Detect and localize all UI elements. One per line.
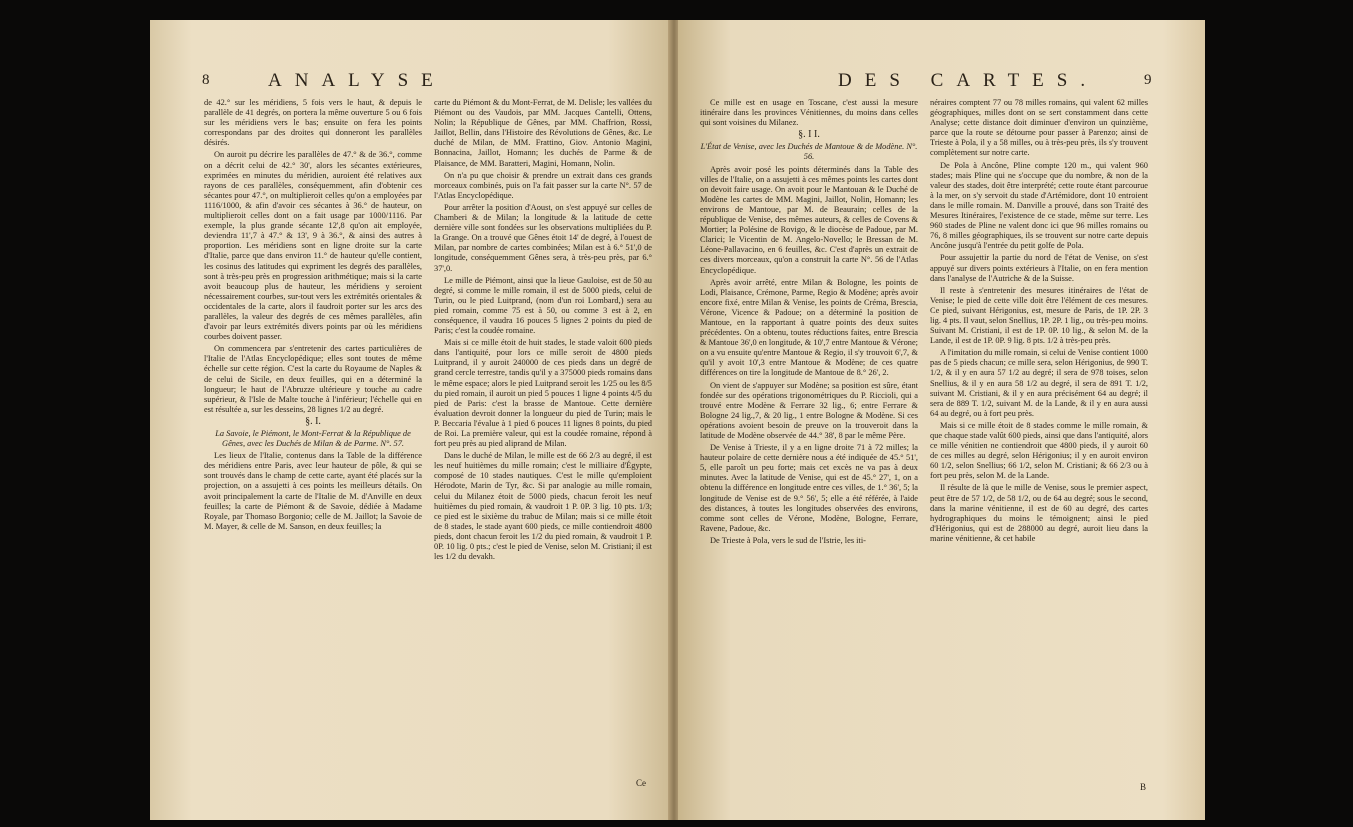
right-column-2 [930,98,1148,546]
paragraph: A l'imitation du mille romain, si celui de Venise contient 1000 pas de 5 pieds chacun; ce mille sera, selon Hérigonius, de 990 T. 1/2, & il y en aura 57 1/2 au degré; il sera de 978 toises, selon Snellius, & il y en aura 58 1/2 au degré, il sera de 891 T. 1/2, suivant M. Cristiani, & il y en aura précisément 64 au degré; il sera de 889 T. 1/2, suivant M. de la Lande, & il y en aura aussi 64 au degré, ou à fort peu près. [930,348,1148,418]
section-heading: §. I I. [798,129,820,141]
paragraph: On n'a pu que choisir & prendre un extrait dans ces grands morceaux combinés, puis on l'a fait passer sur la carte N°. 57 de l'Atlas Encyclopédique. [434,170,652,200]
paragraph: de 42.° sur les méridiens, 5 fois vers le haut, & depuis le parallèle de 41 degrés, on portera la même ouverture 5 ou 6 fois sur les méridiens vers le bas; ensuite on fera les points correspondans par des droites qui donneront les parallèles désirés. [204,98,422,148]
paragraph: Après avoir posé les points déterminés dans la Table des villes de l'Italie, on a assujetti à ces mêmes points les cartes dont on devoit faire usage. On avoit pour le Mantouan & le Duché de Modène les cartes de MM. Magini, Jaillot, Nolin, Homann; les environs de Mantoue, par M. de Beaurain; celles de la république de Venise, des mêmes auteurs, & celles de Covens & Mortier; la Polésine de Rovigo, & le diocèse de Padoue, par M. Clarici; le Vicentin de M. Angelo-Novello; le Bressan de M. Léone-Pallavacino, en 6 feuilles, &c. C'est d'après un extrait de ces divers morceaux, qu'on a construit la carte N°. 56 de l'Atlas Encyclopédique. [700,164,918,275]
section-title: L'État de Venise, avec les Duchés de Mantoue & de Modène. N°. 56. [700,142,918,162]
section-heading: §. I. [305,415,321,427]
page-number-left: 8 [202,72,210,88]
paragraph: Après avoir arrêté, entre Milan & Bologne, les points de Lodi, Plaisance, Crémone, Parme, Regio & Modène; après avoir encore fixé, entre Milan & Venise, les points de Créma, Brescia, Vérone, Vicence & Padoue; on a déterminé la position de Mantoue, en la rapportant à quatre points des deux suites précédentes. On a obtenu, toutes réductions faites, entre Brescia & Mantoue 36',0 en longitude, & 10',7 entre Mantoue & Vérone; on a vu ensuite qu'entre Mantoue & Regio, il s'y trouvoit 6',7, & qu'il y avoit 10',3 entre Mantoue & Modène; de ces quatre différences on tire la longitude de Mantoue de 8.° 26', 2. [700,277,918,378]
left-column-2 [434,98,652,564]
catchword: Ce [636,778,646,788]
right-page [678,20,1205,820]
book-spread [150,20,1205,820]
paragraph: Les lieux de l'Italie, contenus dans la Table de la différence des méridiens entre Paris, avec leur hauteur de pôle, & qui se sont trouvés dans le champ de cette carte, ayant été placés sur la projection, on a assujetti à ces points les meilleurs détails. On avoit principalement la carte de l'Italie de M. d'Anville en deux feuilles; la carte de Piémont & de Savoie, dédiée à Madame Royale, par Thomaso Borgonio; celle de M. Jaillot; la Savoie de M. Mayer, & celle de M. Sanson, en deux feuilles; la [204,451,422,531]
running-head-left: ANALYSE [268,70,446,91]
paragraph: Pour arrêter la position d'Aoust, on s'est appuyé sur celles de Chamberi & de Milan; la longitude & la latitude de cette dernière ville sont fondées sur les observations multipliées du P. la Grange. On a trouvé que Gênes étoit 14' de degré, à l'ouest de Milan, par nombre de cartes combinées; Milan est à 6.° 51',0 de longitude, conséquemment Gênes sera, à très-peu près, par 6.° 37',0. [434,202,652,273]
paragraph: Mais si ce mille étoit de 8 stades comme le mille romain, & que chaque stade valût 600 pieds, ainsi que dans l'antiquité, alors ce mille vénitien ne contiendroit que 4800 pieds, il y auroit 60 de ces milles au degré, selon Hérigonius; il y en auroit environ 60 1/2, selon Snellius; 66 1/2, selon M. Cristiani; & 66 2/3 ou à fort peu près, selon M. de la Lande. [930,420,1148,481]
paragraph: On auroit pu décrire les parallèles de 47.° & de 36.°, comme on a décrit celui de 42.° 30', alors les sécantes extérieures, exprimées en minutes du méridien, auroient été relatives aux rayons de ces parallèles, conséquemment, afin d'obtenir ces sécantes pour 47.°, on multiplieroit celles qu'on a employées par 1116/1000, & afin d'avoir ces sécantes à 36.° de hauteur, on multiplieroit celles dont on a fait usage par 1000/1116. Par exemple, la plus grande sécante 12',8 qu'on ait employée, deviendra 11',7 à 47.° & 13', 9 à 36.°, & ainsi des autres à proportion. Les méridiens sont en ligne droite sur la carte d'Italie, parce que dans environ 11.° de hauteur qu'elle contient, les cosinus des latitudes qui expriment les degrés des parallèles, sont à très-peu près en progression arithmétique; mais si la carte avoit beaucoup plus de hauteur, les méridiens y seroient nécessairement courbes, sur-tout vers les extrémités orientales & occidentales de la carte, alors il faudroit porter sur les arcs des parallèles, la valeur des degrés de ces mêmes parallèles, afin d'avoir par leurs extrémités divers points par où les méridiens courbes doivent passer. [204,150,422,342]
signature-mark: B [1140,782,1147,792]
paragraph: De Trieste à Pola, vers le sud de l'Istrie, les iti- [710,535,866,545]
paragraph: Dans le duché de Milan, le mille est de 66 2/3 au degré, il est les neuf huitièmes du mille romain; c'est le milliaire d'Égypte, composé de 10 stades nautiques. C'est le mille qu'emploient Hérodote, Marin de Tyr, &c. Si par analogie au mille romain, celui du Milanez étoit de 5000 pieds, chacun feroit les neuf huitièmes du pied romain, & vaudroit 1 P. 0P. 3 lig. 10 pts. 1/3; ce pied est le sixième du trabuc de Milan; mais si ce mille étoit de 8 stades, le stade ayant 600 pieds, ce mille contiendroit 4800 pieds, dont chacun feroit les 1/2 du pied romain, & vaudroit 1 P. 0P. 10 lig. 0 pts.; c'est le pied de Venise, selon M. Cristiani; il est les 1/2 du devakh. [434,451,652,562]
paragraph: Pour assujettir la partie du nord de l'état de Venise, on s'est appuyé sur divers points extérieurs à l'Italie, on en fera mention dans l'analyse de l'Autriche & de la Suisse. [930,253,1148,283]
page-number-right: 9 [1144,72,1152,88]
paragraph: De Venise à Trieste, il y a en ligne droite 71 à 72 milles; la hauteur polaire de cette dernière nous a été indiquée de 45.° 51', 5, elle paroît un peu forte; mais cet excès ne va pas à deux minutes. Avec la latitude de Venise, qui est de 45.° 27', 1, on a obtenu la différence en longitude entre ces villes, de 1.° 36', 5; la longitude de Venise est de 9.° 56', 5; elle a été référée, à l'aide des distances, à toutes les longitudes observées des environs, comme sont celles de Vérone, Modène, Bologne, Ferrare, Ravene, Padoue, &c. [700,443,918,533]
left-page [150,20,670,820]
paragraph: néraires comptent 77 ou 78 milles romains, qui valent 62 milles géographiques, milles dont on se sert constamment dans cette Analyse; cette distance doit diminuer d'environ un quinzième, parce que la route se détourne pour passer à Parenzo; ainsi de Trieste à Pola, il y a 58 milles, ou à très-peu près, ils s'y trouvent complètement sur notre carte. [930,98,1148,158]
paragraph: Mais si ce mille étoit de huit stades, le stade valoit 600 pieds dans l'antiquité, pour lors ce mille seroit de 4800 pieds Luitprand, il y auroit 240000 de ces pieds dans un degré de grand cercle terrestre, tandis qu'il y a 375000 pieds romains dans le même espace; alors le pied Luitprand seroit les 1/25 ou les 8/5 du pied romain, il auroit un pied 5 pouces 1 ligne 4 points 4/5 du pied de Paris: c'est la brasse de Mantoue. Cette dernière évaluation devroit donner la longueur du pied de Turin; mais le P. Beccaria l'évalue à 1 pied 6 pouces 11 lignes 8 points, du pied de Roi. La première valeur, qui est la coudée romaine, répond à fort peu près au pied aliprand de Milan. [434,338,652,449]
left-column-1 [204,98,422,534]
paragraph: On vient de s'appuyer sur Modène; sa position est sûre, étant fondée sur des opérations trigonométriques du P. Riccioli, qui a trouvé entre Modène & Ferrare 32 lig., 6; entre Ferrare & Bologne 24 lig.,7, & 20 lig., 1 entre Bologne & Modène. Si ces opérations avoient besoin de preuve on la trouveroit dans la latitude de Modène observée de 44.° 38', 8 par le même Père. [700,380,918,440]
paragraph: Ce mille est en usage en Toscane, c'est aussi la mesure itinéraire dans les provinces Vénitiennes, du moins dans celles qui sont voisines du Milanez. [700,98,918,128]
paragraph: Il reste à s'entretenir des mesures itinéraires de l'état de Venise; le pied de cette ville doit être l'élément de ces mesures. Ce pied, suivant Hérigonius, est, mesure de Paris, de 1P. 2P. 3 lig. 4 pts. Il vaut, selon Snellius, 1P. 2P. 1 lig., ou très-peu moins. Suivant M. Cristiani, il est de 1P. 0P. 10 lig., & selon M. de la Lande, il est de 1P. 0P. 9 lig. 8 pts. 1/2 à très-peu près. [930,285,1148,346]
paragraph: carte du Piémont & du Mont-Ferrat, de M. Delisle; les vallées du Piémont ou des Vaudois, par MM. Jacques Cantelli, Ottens, Nolin; la République de Gênes, par MM. Chaffrion, Rossi, Jaillot, Bellin, dans l'Histoire des Révolutions de Gênes, &c. Le duché de Milan, de MM. Frattino, Giov. Antonio Magini, Bonnacina, Jaillot, Homann; les duchés de Parme & de Plaisance, de MM. Baratteri, Magini, Homann, Nolin. [434,98,652,168]
paragraph: De Pola à Ancône, Pline compte 120 m., qui valent 960 stades; mais Pline qui ne s'occupe que du nombre, & non de la valeur des stades, doit être interprété; cette route étant parcourue à la mer, on s'y servoit du stade d'Artémidore, dont 10 entroient dans le mille romain. M. Danville a prouvé, dans son Traité des Mesures Itinéraires, l'existence de ce stade, même sur terre. Les 960 stades de Pline ne valent donc ici que 96 milles romains ou 76, 8 milles géographiques, ils se trouvent sur notre carte depuis Ancône jusqu'à l'entrée du petit golfe de Pola. [930,160,1148,251]
section-title: La Savoie, le Piémont, le Mont-Ferrat & la République de Gênes, avec les Duchés de Milan & de Parme. N°. 57. [215,429,411,449]
paragraph: Le mille de Piémont, ainsi que la lieue Gauloise, est de 50 au degré, si comme le mille romain, il est de 5000 pieds, celui de Turin, ou le pied Luitprand, (nom d'un roi Lombard,) sera au pied romain, comme 75 est à 50, ou comme 3 est à 2, en conséquence, il vaudra 16 pouces 5 lignes 2 points du pied de Paris; c'est la coudée romaine. [434,275,652,336]
running-head-right: DES CARTES. [838,70,1099,91]
paragraph: On commencera par s'entretenir des cartes particulières de l'Italie de l'Atlas Encyclopédique; elles sont toutes de même échelle sur cette région. C'est la carte du Royaume de Naples & de celui de Sicile, en deux feuilles, qui en a déterminé la longueur; le haut de l'Abruzze ultérieure y touche au cadre supérieur, & l'Isle de Malte touche à l'inférieur; l'échelle qui en est résultée a, sur les desseins, 28 lignes 1/2 au degré. [204,344,422,414]
right-column-1 [700,98,918,548]
paragraph: Il résulte de là que le mille de Venise, sous le premier aspect, peut être de 57 1/2, de 58 1/2, ou de 64 au degré; sous le second, dans la marine vénitienne, il est de 60 au degré, des cartes hydrographiques du moins le témoignent; ainsi le pied d'Hérigonius, qui est de 288000 au degré, auroit lieu dans la marine vénitienne, & cet habile [930,483,1148,543]
